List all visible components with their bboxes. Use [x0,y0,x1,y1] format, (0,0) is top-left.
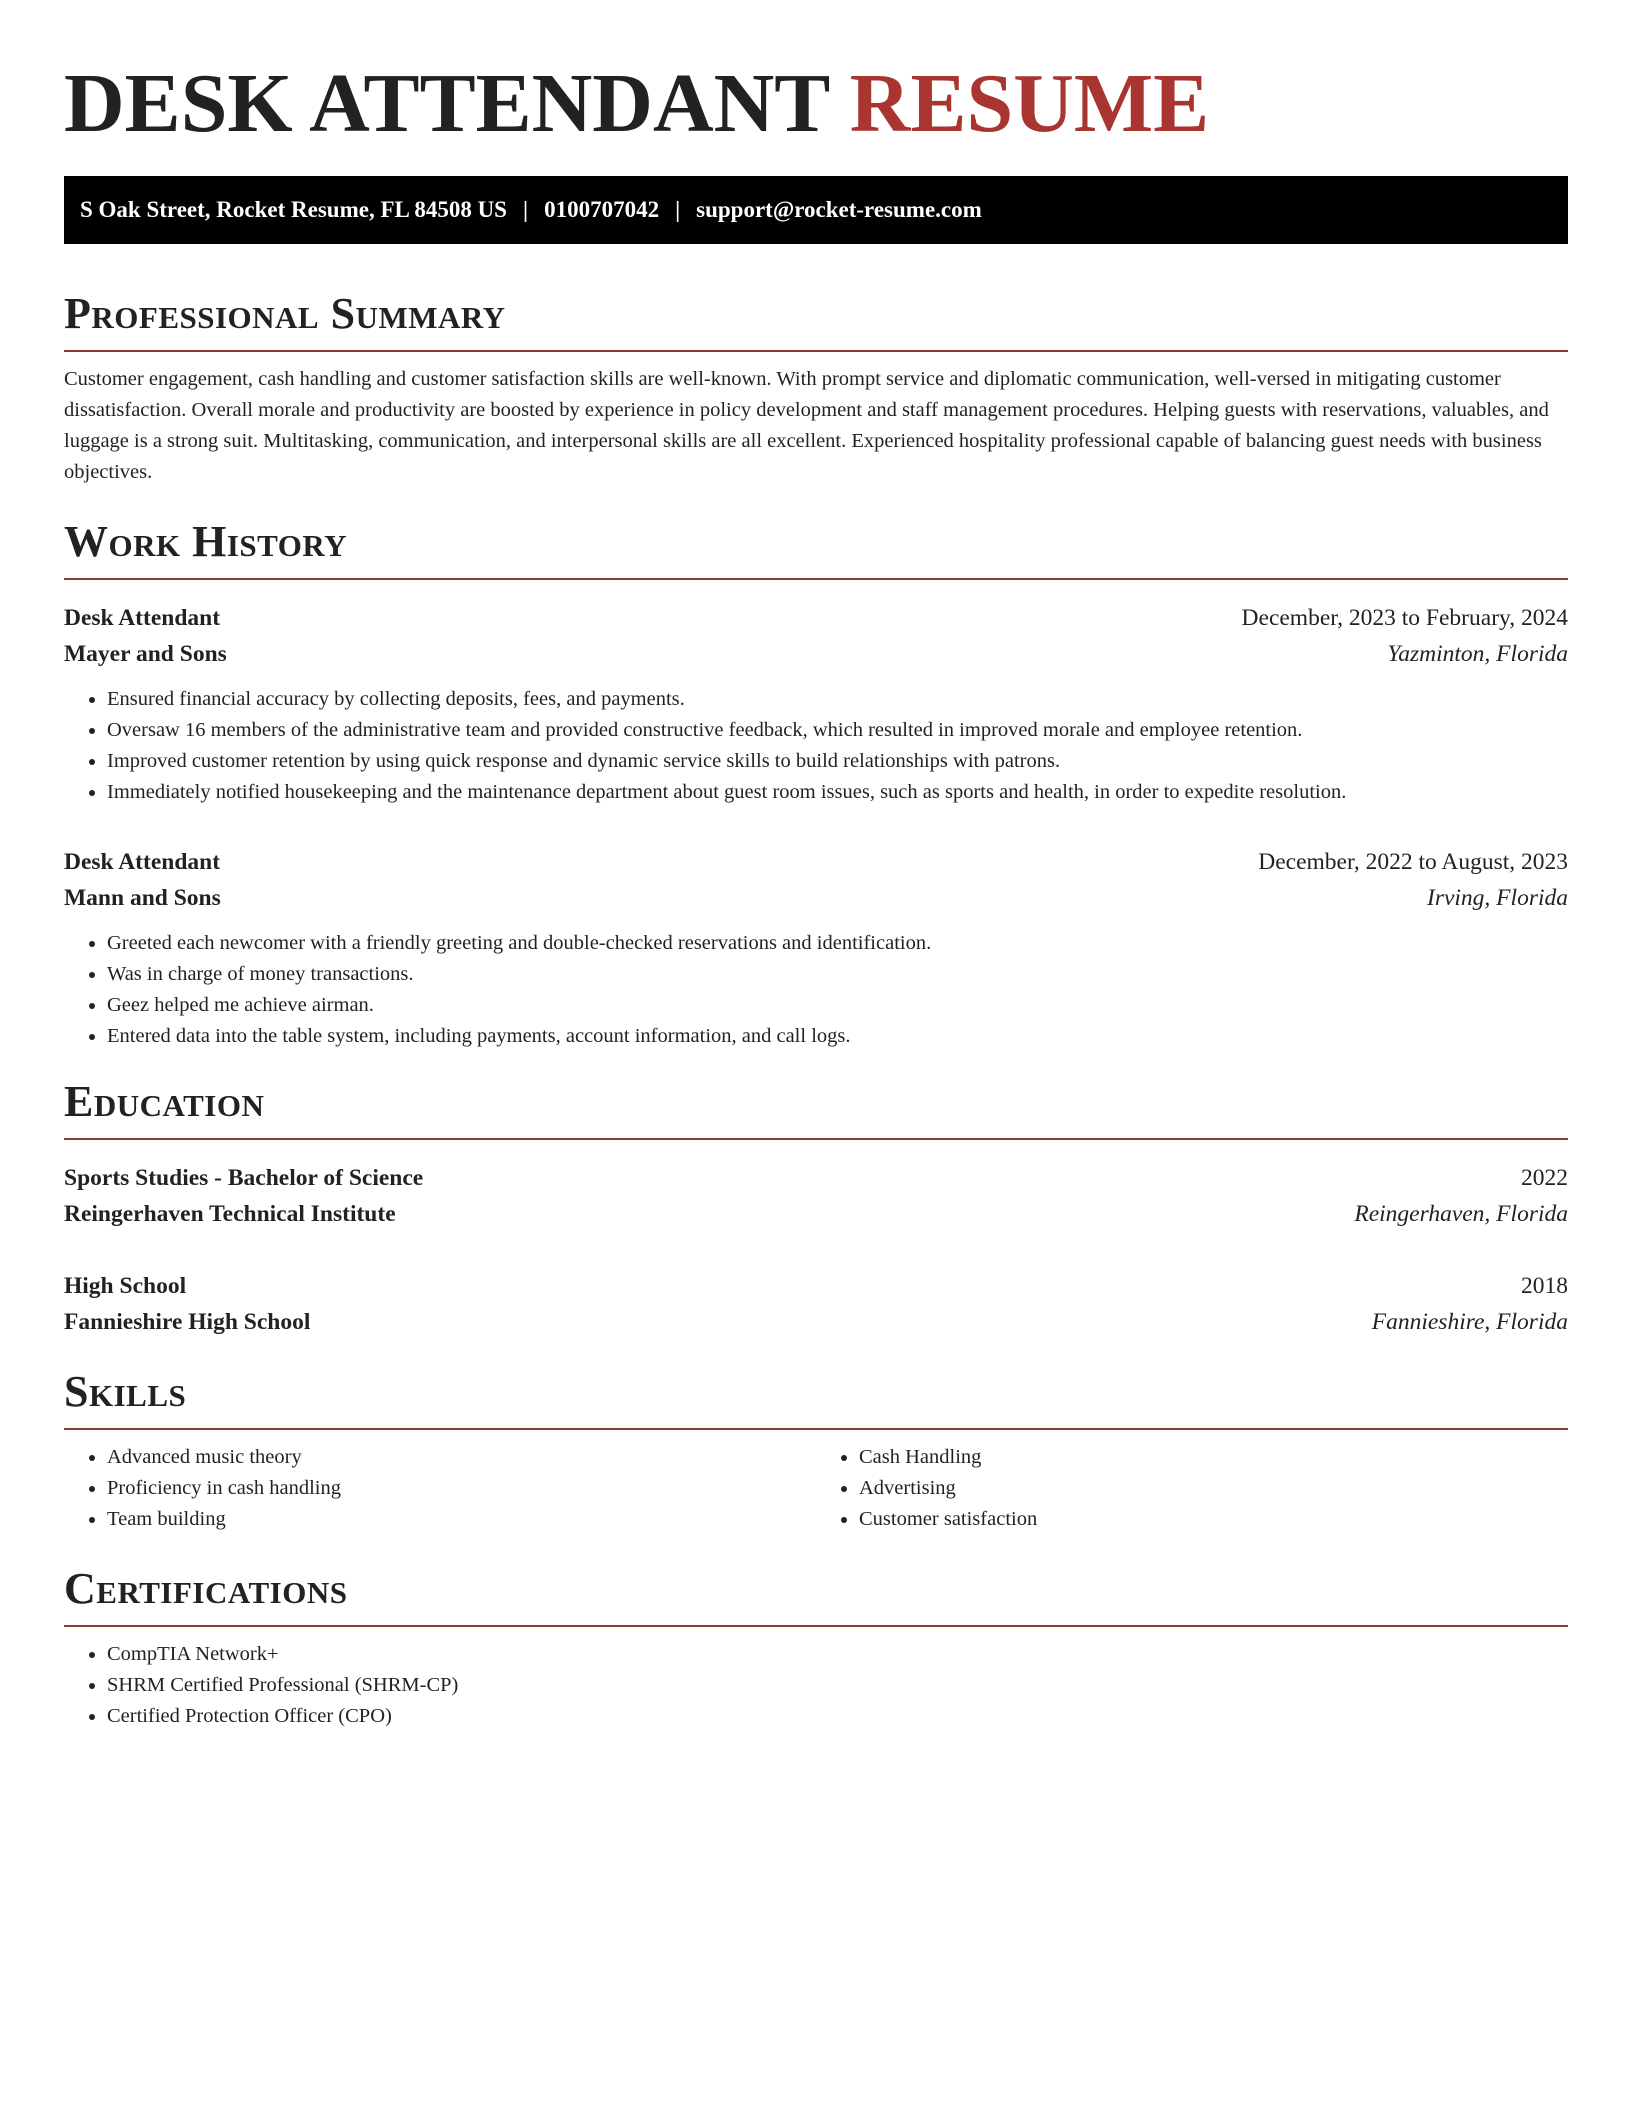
job-dates: December, 2023 to February, 2024 [1241,605,1568,631]
section-divider [64,1625,1568,1627]
summary-text: Customer engagement, cash handling and customer satisfaction skills are well-known. With prompt service and diplomatic communication, well-versed in mitigating customer dissatisfaction. Overall morale and productivity are boosted by experience in policy development and staff management procedures. Helping guests with reservations, valuables, and luggage is a strong suit. Multitasking, communication, and interpersonal skills are all excellent. Experienced hospitality professional capable of balancing guest needs with business objectives. [64,368,1549,483]
job-dates: December, 2022 to August, 2023 [1258,849,1568,875]
skills-list-left [64,1442,816,1535]
section-heading: Certifications [64,1564,348,1613]
list-item: • Greeted each newcomer with a friendly greeting and double-checked reservations and identification. [107,928,1568,959]
contact-separator: | [522,197,529,222]
section-heading: Education [64,1077,265,1126]
list-item: • Ensured financial accuracy by collecting deposits, fees, and payments. [107,684,1568,715]
section-divider [64,1428,1568,1430]
education-entry [64,1268,1568,1340]
job-duties [64,684,1568,808]
contact-separator: | [675,197,681,222]
edu-year: 2018 [1521,1273,1568,1299]
section-divider [64,578,1568,580]
job-location: Irving, Florida [1427,885,1568,911]
job-location: Yazminton, Florida [1387,641,1568,667]
section-heading: Work History [64,517,348,566]
skill-item: • Advanced music theory [107,1442,816,1473]
job-title: Desk Attendant [64,849,221,875]
job-company: Mann and Sons [64,885,221,911]
job-entry [64,844,1568,1052]
summary-section [64,288,1568,488]
certifications-section [64,1563,1568,1732]
contact-phone: 0100707042 [544,197,660,222]
title-accent: RESUME [849,57,1210,150]
job-entry [64,600,1568,808]
section-divider [64,1138,1568,1140]
list-item: • Entered data into the table system, including payments, account information, and call logs. [107,1021,1568,1052]
edu-degree: Sports Studies - Bachelor of Science [64,1165,424,1191]
section-divider [64,350,1568,352]
resume-title [64,0,1568,154]
edu-location: Fannieshire, Florida [1371,1309,1568,1335]
contact-address: S Oak Street, Rocket Resume, FL 84508 US [80,197,507,222]
list-item: • Improved customer retention by using quick response and dynamic service skills to build relationships with patrons. [107,746,1568,777]
edu-location: Reingerhaven, Florida [1354,1201,1568,1227]
section-heading: Skills [64,1367,187,1416]
certifications-list [64,1639,1568,1732]
contact-bar [64,176,1568,244]
certification-item: • Certified Protection Officer (CPO) [107,1701,1568,1732]
education-section [64,1076,1568,1340]
work-history-section [64,516,1568,1052]
job-title: Desk Attendant [64,605,221,631]
skills-section [64,1366,1568,1535]
list-item: • Immediately notified housekeeping and the maintenance department about guest room issues, such as sports and health, in order to expedite resolution. [107,777,1568,808]
skill-item: • Proficiency in cash handling [107,1473,816,1504]
list-item: • Geez helped me achieve airman. [107,990,1568,1021]
title-main: DESK ATTENDANT [64,57,829,150]
certification-item: • SHRM Certified Professional (SHRM-CP) [107,1670,1568,1701]
job-duties [64,928,1568,1052]
list-item: • Was in charge of money transactions. [107,959,1568,990]
list-item: • Oversaw 16 members of the administrative team and provided constructive feedback, which resulted in improved morale and employee retention. [107,715,1568,746]
edu-school: Fannieshire High School [64,1309,311,1335]
skills-grid [64,1442,1568,1535]
skill-item: • Advertising [859,1473,1568,1504]
skill-item: • Team building [107,1504,816,1535]
skill-item: • Customer satisfaction [859,1504,1568,1535]
job-company: Mayer and Sons [64,641,227,667]
edu-year: 2022 [1521,1165,1568,1191]
edu-degree: High School [64,1273,187,1299]
education-entry [64,1160,1568,1232]
contact-email: support@rocket-resume.com [696,197,982,222]
skill-item: • Cash Handling [859,1442,1568,1473]
section-heading: Professional Summary [64,289,506,338]
edu-school: Reingerhaven Technical Institute [64,1201,396,1227]
certification-item: • CompTIA Network+ [107,1639,1568,1670]
skills-list-right [816,1442,1568,1535]
